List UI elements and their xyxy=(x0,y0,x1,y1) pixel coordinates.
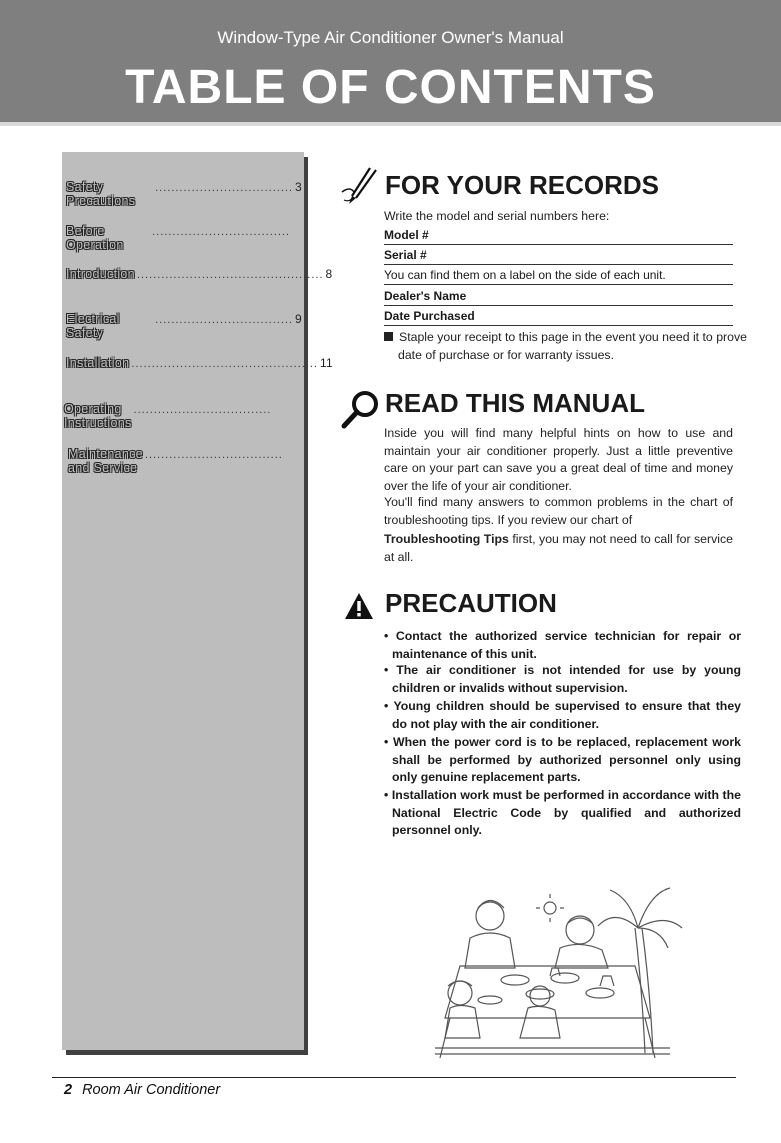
precaution-item: • Young children should be supervised to ensure that they do not play with the air conditioner. xyxy=(384,699,741,731)
date-field[interactable] xyxy=(384,308,733,326)
toc-panel xyxy=(62,152,334,1050)
toc-entry-label: Safety Precautions xyxy=(66,180,136,208)
toc-entry-page: 11 xyxy=(319,356,334,370)
picnic-illustration xyxy=(420,868,740,1068)
precaution-title: PRECAUTION xyxy=(385,588,557,618)
precaution-item: • Installation work must be performed in accordance with the National Electric Code by qualified and authorized personnel only. xyxy=(384,788,741,837)
precaution-item: • The air conditioner is not intended for use by young children or invalids without supervision. xyxy=(384,663,741,695)
label-note: You can find them on a label on the side of each unit. xyxy=(384,267,733,285)
toc-entry-label: Operating Instructions xyxy=(64,402,132,430)
footer-label: Room Air Conditioner xyxy=(82,1082,221,1098)
toc-entry[interactable] xyxy=(66,267,333,281)
toc-entry[interactable] xyxy=(66,224,292,252)
serial-field[interactable] xyxy=(384,247,733,265)
toc-entry-label: Maintenance and Service xyxy=(68,447,143,475)
toc-entry-page: 9 xyxy=(295,312,302,326)
dealer-label: Dealer's Name xyxy=(384,289,467,303)
magnifier-icon xyxy=(340,388,382,430)
toc-leader: .............................................. xyxy=(131,358,318,370)
toc-entry[interactable] xyxy=(66,356,334,370)
manual-para-2: You'll find many answers to common problems in the chart of troubleshooting tips. If you review our chart of xyxy=(384,495,733,527)
toc-entry[interactable] xyxy=(66,180,302,208)
toc-entry[interactable] xyxy=(68,447,282,475)
footer xyxy=(64,1082,220,1098)
toc-leader: .............................................. xyxy=(136,269,324,281)
toc-entry-label: Electrical Safety xyxy=(66,312,120,340)
dealer-field[interactable] xyxy=(384,288,733,306)
date-label: Date Purchased xyxy=(384,309,475,323)
page-number: 2 xyxy=(64,1082,73,1098)
toc-entry-page: 3 xyxy=(295,180,302,194)
records-intro: Write the model and serial numbers here: xyxy=(384,209,610,223)
precaution-item: • Contact the authorized service technician for repair or maintenance of this unit. xyxy=(384,629,741,661)
manual-para-1: Inside you will find many helpful hints on how to use and maintain your air conditioner properly. Just a little preventive care on your part can save you a great deal of time and money over the life of your air conditioner. xyxy=(384,426,733,493)
pen-icon xyxy=(340,166,380,206)
staple-note: Staple your receipt to this page in the event you need it to prove date of purchase or for warranty issues. xyxy=(384,329,747,364)
toc-leader: .................................. xyxy=(144,449,283,461)
toc-entry-label: Introduction xyxy=(66,267,135,281)
manual-para-3: Troubleshooting Tips first, you may not need to call for service at all. xyxy=(384,532,733,564)
header-divider xyxy=(0,122,781,126)
toc-leader: .................................. xyxy=(155,314,294,326)
toc-entry-page: 8 xyxy=(325,267,333,281)
header-banner xyxy=(0,0,781,122)
square-bullet-icon xyxy=(384,332,393,341)
toc-leader: .................................. xyxy=(155,182,294,194)
precaution-item: • When the power cord is to be replaced, replacement work shall be performed by authorized personnel only using only genuine replacement parts. xyxy=(384,735,741,784)
toc-entry-label: Before Operation xyxy=(66,224,124,252)
footer-rule xyxy=(52,1077,736,1078)
warning-icon xyxy=(344,592,374,620)
records-title: FOR YOUR RECORDS xyxy=(385,170,659,200)
page-title: TABLE OF CONTENTS xyxy=(125,61,656,114)
toc-leader: .................................. xyxy=(152,226,290,238)
toc-entry[interactable] xyxy=(66,312,302,340)
manual-title: READ THIS MANUAL xyxy=(385,388,645,418)
model-label: Model # xyxy=(384,228,429,242)
manual-subtitle: Window-Type Air Conditioner Owner's Manual xyxy=(217,28,564,47)
toc-leader: .................................. xyxy=(133,404,272,416)
toc-entry[interactable] xyxy=(64,402,272,430)
model-field[interactable] xyxy=(384,227,733,245)
serial-label: Serial # xyxy=(384,248,427,262)
toc-entry-label: Installation xyxy=(66,356,130,370)
